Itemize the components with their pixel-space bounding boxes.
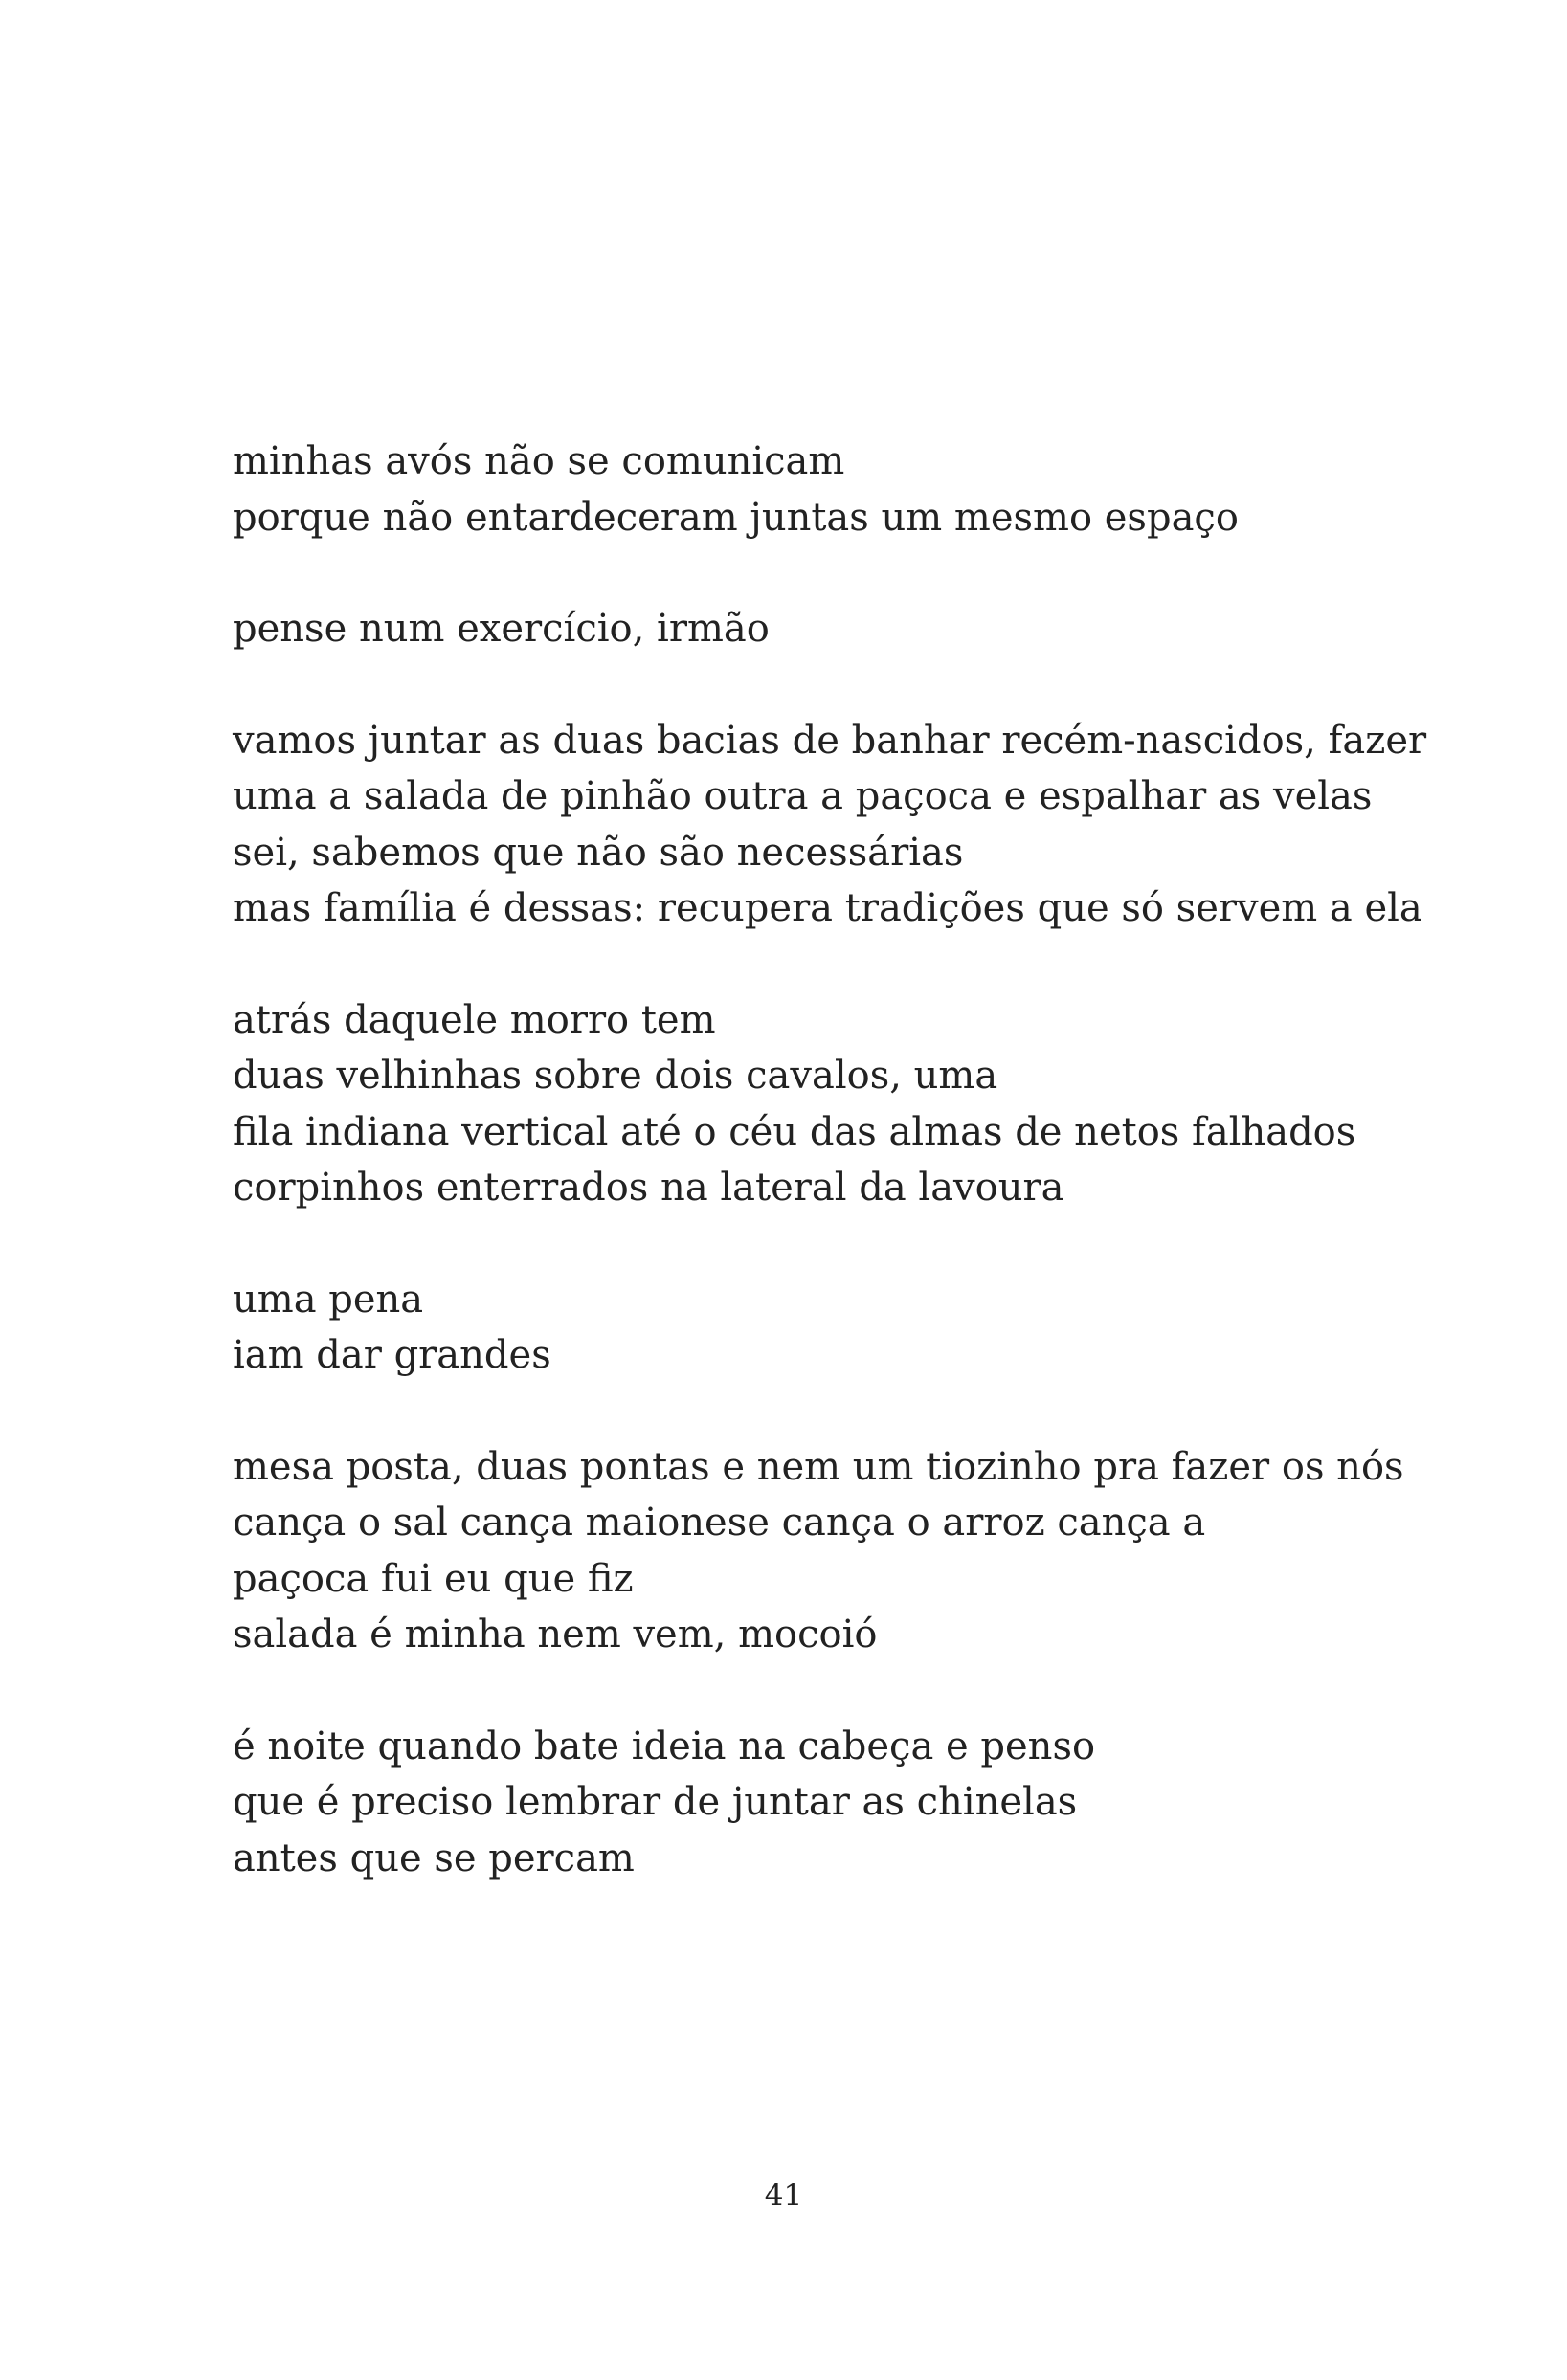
stanza-6 <box>233 1439 1458 1663</box>
stanza-5 <box>233 1272 1458 1384</box>
stanza-2 <box>233 601 1458 657</box>
poem-line: sei, sabemos que não são necessárias <box>233 830 964 875</box>
poem-line: paçoca fui eu que fiz <box>233 1556 634 1601</box>
poem-line: uma a salada de pinhão outra a paçoca e espalhar as velas <box>233 774 1373 818</box>
poem-line: antes que se percam <box>233 1835 635 1880</box>
poem-body <box>233 434 1458 1942</box>
poem-line: uma pena <box>233 1277 424 1322</box>
poem-line: vamos juntar as duas bacias de banhar recém-nascidos, fazer <box>233 718 1427 763</box>
poem-line: é noite quando bate ideia na cabeça e penso <box>233 1724 1096 1768</box>
stanza-7 <box>233 1719 1458 1887</box>
poem-line: que é preciso lembrar de juntar as chinelas <box>233 1780 1078 1824</box>
poem-line: corpinhos enterrados na lateral da lavoura <box>233 1166 1064 1210</box>
stanza-1 <box>233 434 1458 545</box>
poem-line: pense num exercício, irmão <box>233 607 770 651</box>
poem-line: salada é minha nem vem, mocoió <box>233 1613 878 1657</box>
poem-line: cança o sal cança maionese cança o arroz cança a <box>233 1501 1206 1545</box>
poem-line: mas família é dessas: recupera tradições que só servem a ela <box>233 886 1422 930</box>
poem-line: mesa posta, duas pontas e nem um tiozinho pra fazer os nós <box>233 1444 1404 1489</box>
poem-line: atrás daquele morro tem <box>233 997 716 1042</box>
poem-line: minhas avós não se comunicam <box>233 439 845 483</box>
poem-line: duas velhinhas sobre dois cavalos, uma <box>233 1054 998 1098</box>
stanza-4 <box>233 992 1458 1216</box>
poem-line: iam dar grandes <box>233 1333 551 1377</box>
poem-line: porque não entardeceram juntas um mesmo espaço <box>233 495 1239 540</box>
poem-line: fila indiana vertical até o céu das almas de netos falhados <box>233 1109 1356 1154</box>
stanza-3 <box>233 713 1458 937</box>
page-number: 41 <box>764 2178 803 2213</box>
